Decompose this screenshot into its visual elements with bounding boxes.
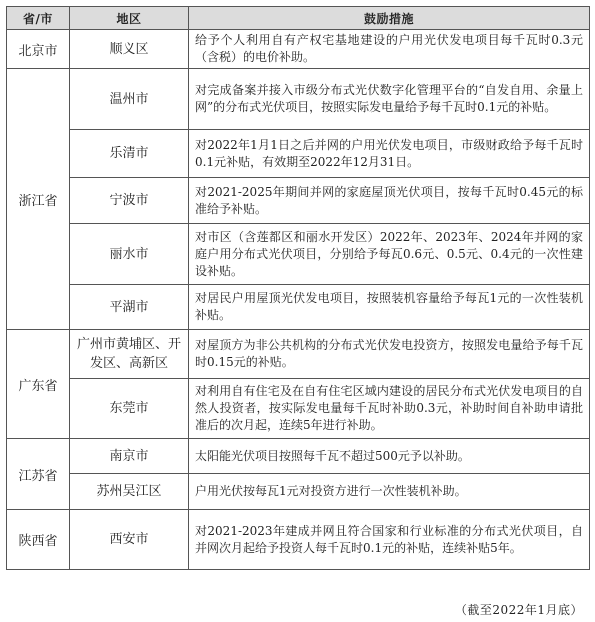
measure-cell: 给予个人利用自有产权宅基地建设的户用光伏发电项目每千瓦时0.3元（含税）的电价补助。 [189, 30, 590, 69]
province-cell: 陕西省 [7, 510, 70, 570]
area-cell: 西安市 [70, 510, 189, 570]
measure-cell: 对屋顶方为非公共机构的分布式光伏发电投资方，按照发电量给予每千瓦时0.15元的补贴。 [189, 330, 590, 379]
table-row [7, 178, 590, 224]
measure-cell: 对2022年1月1日之后并网的户用光伏发电项目，市级财政给予每千瓦时0.1元补贴，有效期至2022年12月31日。 [189, 130, 590, 178]
province-cell: 广东省 [7, 330, 70, 439]
area-cell: 宁波市 [70, 178, 189, 224]
table-row [7, 510, 590, 570]
table-row [7, 130, 590, 178]
area-cell: 苏州吴江区 [70, 474, 189, 510]
table-container [6, 6, 589, 570]
table-row [7, 285, 590, 330]
table-row [7, 224, 590, 285]
table-row [7, 330, 590, 379]
measure-cell: 对市区（含莲都区和丽水开发区）2022年、2023年、2024年并网的家庭户用分布式光伏项目，分别给予每瓦0.6元、0.5元、0.4元的一次性建设补贴。 [189, 224, 590, 285]
measure-cell: 对利用自有住宅及在自有住宅区域内建设的居民分布式光伏发电项目的自然人投资者，按实际发电量每千瓦时补助0.3元，补助时间自补助申请批准后的次月起，连续5年进行补助。 [189, 379, 590, 439]
table-body [7, 30, 590, 570]
area-cell: 东莞市 [70, 379, 189, 439]
subsidy-table [6, 6, 590, 570]
area-cell: 丽水市 [70, 224, 189, 285]
area-cell: 平湖市 [70, 285, 189, 330]
area-cell: 顺义区 [70, 30, 189, 69]
table-row [7, 439, 590, 474]
header-province: 省/市 [7, 7, 70, 30]
table-row [7, 379, 590, 439]
measure-cell: 户用光伏按每瓦1元对投资方进行一次性装机补助。 [189, 474, 590, 510]
measure-cell: 对2021-2025年期间并网的家庭屋顶光伏项目，按每千瓦时0.45元的标准给予补贴。 [189, 178, 590, 224]
table-row [7, 69, 590, 130]
measure-cell: 对居民户用屋顶光伏发电项目，按照装机容量给予每瓦1元的一次性装机补贴。 [189, 285, 590, 330]
area-cell: 广州市黄埔区、开发区、高新区 [70, 330, 189, 379]
measure-cell: 对完成备案并接入市级分布式光伏数字化管理平台的“自发自用、余量上网”的分布式光伏项目，按照实际发电量给予每千瓦时0.1元的补贴。 [189, 69, 590, 130]
measure-cell: 太阳能光伏项目按照每千瓦不超过500元予以补助。 [189, 439, 590, 474]
date-note: （截至2022年1月底） [454, 603, 583, 617]
province-cell: 北京市 [7, 30, 70, 69]
area-cell: 南京市 [70, 439, 189, 474]
table-row [7, 30, 590, 69]
measure-cell: 对2021-2023年建成并网且符合国家和行业标准的分布式光伏项目，自并网次月起给予投资人每千瓦时0.1元的补贴，连续补贴5年。 [189, 510, 590, 570]
area-cell: 温州市 [70, 69, 189, 130]
header-measure: 鼓励措施 [189, 7, 590, 30]
province-cell: 江苏省 [7, 439, 70, 510]
province-cell: 浙江省 [7, 69, 70, 330]
header-area: 地区 [70, 7, 189, 30]
table-row [7, 474, 590, 510]
table-header-row [7, 7, 590, 30]
area-cell: 乐清市 [70, 130, 189, 178]
